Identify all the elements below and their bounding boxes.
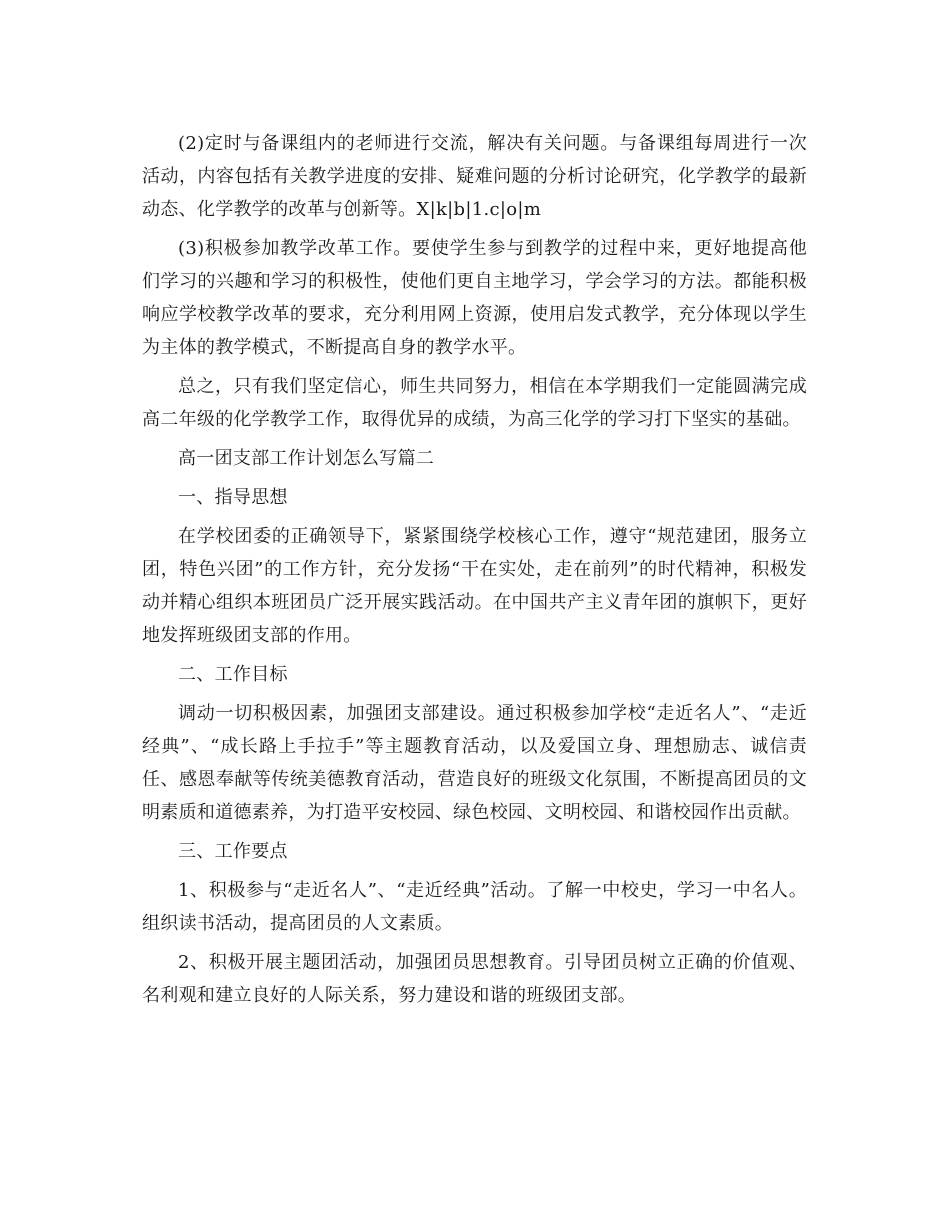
- paragraph-lesson-prep-exchange: (2)定时与备课组内的老师进行交流，解决有关问题。与备课组每周进行一次活动，内容包括有关教学进度的安排、疑难问题的分析讨论研究，化学教学的最新动态、化学教学的改革与创新等。X|k|b|1.c|o|m: [142, 133, 807, 220]
- paragraph-guiding-ideology: 在学校团委的正确领导下，紧紧围绕学校核心工作，遵守“规范建团，服务立团，特色兴团”的工作方针，充分发扬“干在实处，走在前列”的时代精神，积极发动并精心组织本班团员广泛开展实践活动。在中国共产主义青年团的旗帜下，更好地发挥班级团支部的作用。: [142, 526, 807, 646]
- paragraph-work-point-2: 2、积极开展主题团活动，加强团员思想教育。引导团员树立正确的价值观、名利观和建立良好的人际关系，努力建设和谐的班级团支部。: [142, 952, 807, 1006]
- heading-work-goals: 二、工作目标: [178, 664, 288, 685]
- paragraph-work-goals: 调动一切积极因素，加强团支部建设。通过积极参加学校“走近名人”、“走近经典”、“成长路上手拉手”等主题教育活动，以及爱国立身、理想励志、诚信责任、感恩奉献等传统美德教育活动，营造良好的班级文化氛围，不断提高团员的文明素质和道德素养，为打造平安校园、绿色校园、文明校园、和谐校园作出贡献。: [142, 703, 807, 823]
- paragraph-conclusion: 总之，只有我们坚定信心，师生共同努力，相信在本学期我们一定能圆满完成高二年级的化学教学工作，取得优异的成绩，为高三化学的学习打下坚实的基础。: [142, 376, 807, 430]
- heading-work-points: 三、工作要点: [178, 841, 288, 862]
- heading-guiding-ideology: 一、指导思想: [178, 487, 288, 508]
- paragraph-teaching-reform: (3)积极参加教学改革工作。要使学生参与到教学的过程中来，更好地提高他们学习的兴趣和学习的积极性，使他们更自主地学习，学会学习的方法。都能积极响应学校教学改革的要求，充分利用网上资源，使用启发式教学，充分体现以学生为主体的教学模式，不断提高自身的教学水平。: [142, 238, 807, 358]
- document-body: [142, 127, 807, 1018]
- section-title: 高一团支部工作计划怎么写篇二: [178, 448, 435, 469]
- paragraph-work-point-1: 1、积极参与“走近名人”、“走近经典”活动。了解一中校史，学习一中名人。组织读书活动，提高团员的人文素质。: [142, 880, 807, 934]
